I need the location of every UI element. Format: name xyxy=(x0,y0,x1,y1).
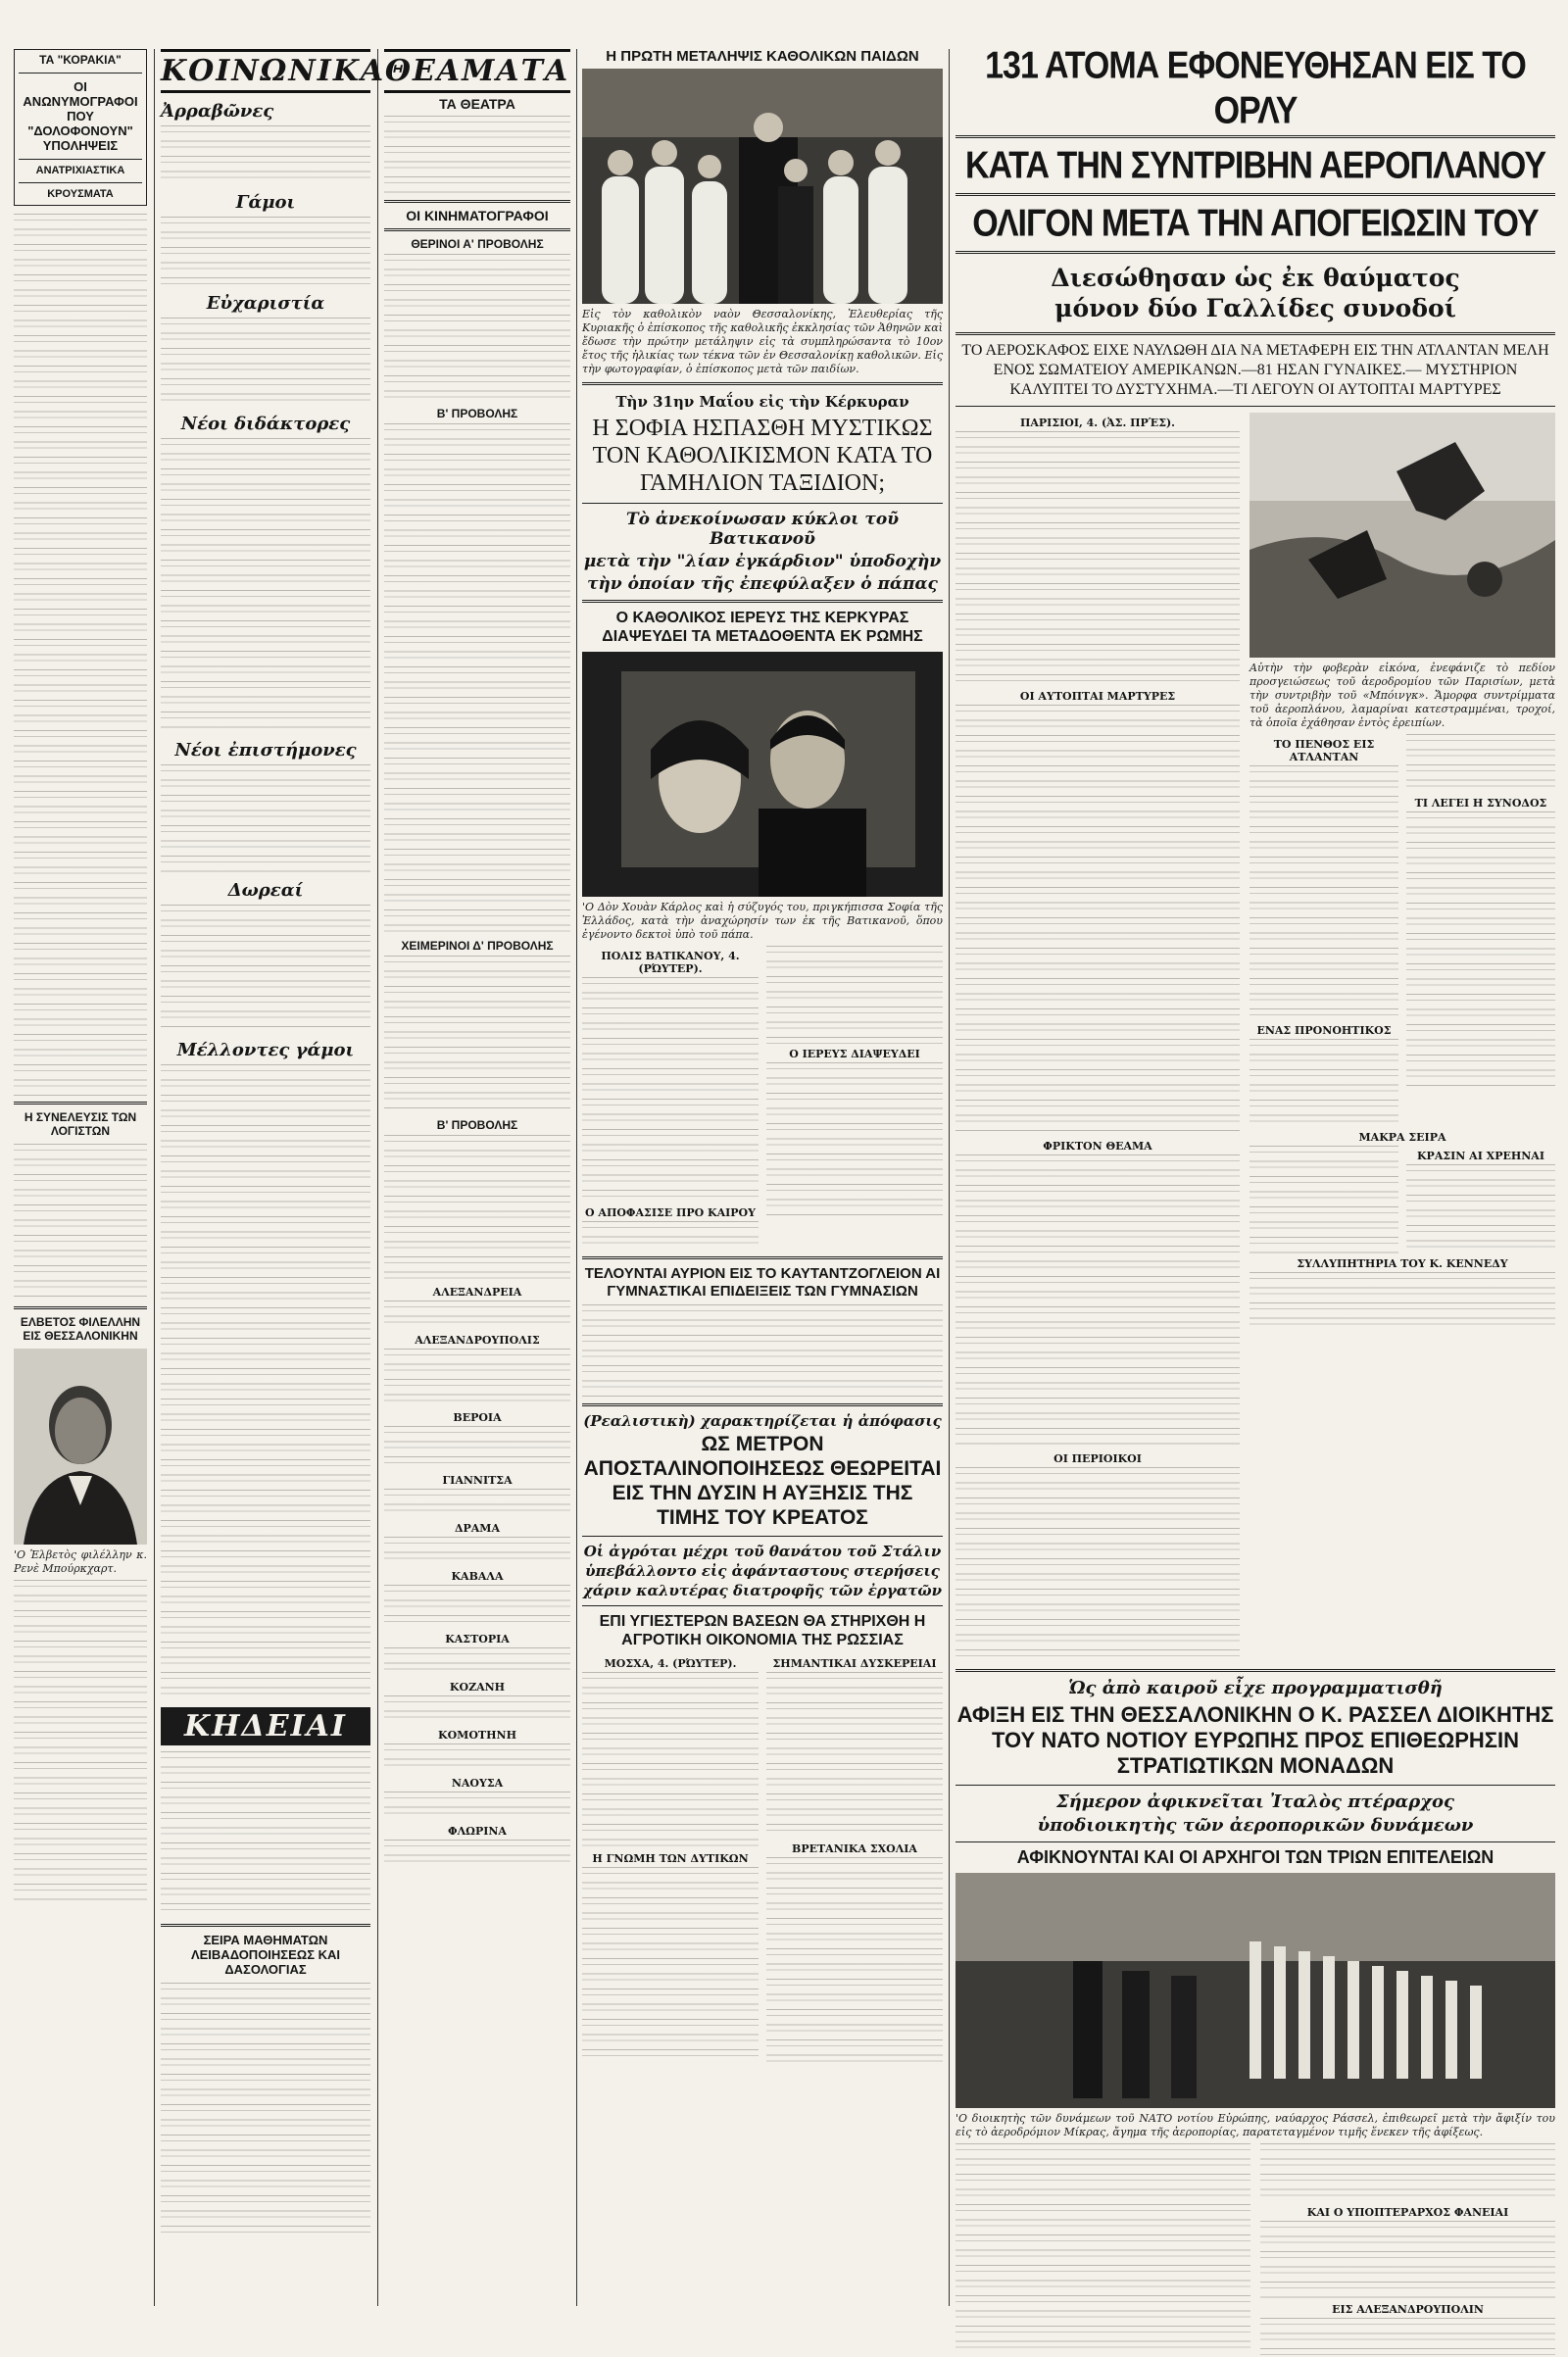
synelefsis-headline: Η ΣΥΝΕΛΕΥΣΙΣ ΤΩΝ ΛΟΓΙΣΤΩΝ xyxy=(24,1109,137,1138)
nato-illustration xyxy=(956,1873,1555,2108)
makra-heading: ΜΑΚΡΑ ΣΕΙΡΑ xyxy=(1358,1131,1446,1144)
city-listing xyxy=(384,1489,570,1518)
section-body-text xyxy=(161,1064,370,1701)
couple-illustration xyxy=(582,652,943,897)
krasin-heading: ΚΡΑΣΙΝ ΑΙ ΧΡΕΗΝΑΙ xyxy=(1416,1150,1544,1162)
section-nei-epistimones: Νέοι ἐπιστήμονες xyxy=(174,740,357,761)
d-provolis-heading: ΧΕΙΜΕΡΙΝΟΙ Δ' ΠΡΟΒΟΛΗΣ xyxy=(401,939,554,954)
vretanika-body-text xyxy=(766,1857,943,2063)
vatican-article xyxy=(582,946,943,1251)
ypodioikitis-subheadline: ὑποδιοικητὴς τῶν ἀεροπορικῶν δυνάμεων xyxy=(1037,1815,1474,1836)
perioikoi-heading: ΟΙ ΠΕΡΙΟΙΚΟΙ xyxy=(1054,1452,1142,1465)
column-rule xyxy=(576,49,577,2306)
elvetos-caption: 'Ο Ἑλβετὸς φιλέλλην κ. Ρενὲ Μπούρκχαρτ. xyxy=(14,1547,147,1575)
column-rule xyxy=(949,49,950,2306)
apofasise-body-text xyxy=(582,1221,759,1251)
city-listing xyxy=(384,1585,570,1629)
simantikai-body-text xyxy=(766,1672,943,1839)
frikton-heading: ΦΡΙΚΤΟΝ ΘΕΑΜΑ xyxy=(1043,1140,1152,1153)
orly-article xyxy=(956,413,1555,1663)
city-heading: ΚΑΣΤΟΡΙΑ xyxy=(445,1633,510,1646)
makra-body-text xyxy=(1250,1146,1398,1253)
city-listing xyxy=(384,1792,570,1821)
city-listing xyxy=(384,1537,570,1566)
article-body-text xyxy=(14,214,147,1096)
couple-caption: 'Ο Δὸν Χουὰν Κάρλος καὶ ἡ σύζυγός του, πριγκήπισσα Σοφία τῆς Ἑλλάδος, κατὰ τὴν ἀναχώρησίν των ἐκ τῆς Βατικανοῦ, ὅπου ἐγένοντο δεκτοὶ ὑπὸ τοῦ πάπα. xyxy=(582,900,943,941)
nato-body-text xyxy=(956,2143,1250,2349)
first-communion-headline: Η ΠΡΩΤΗ ΜΕΤΑΛΗΨΙΣ ΚΑΘΟΛΙΚΩΝ ΠΑΙΔΩΝ xyxy=(606,48,919,65)
cinema-listing xyxy=(384,423,570,933)
nato-body-text xyxy=(1260,2143,1555,2202)
orly-headline-3: ΟΛΙΓΟΝ ΜΕΤΑ ΤΗΝ ΑΠΟΓΕΙΩΣΙΝ ΤΟΥ xyxy=(972,202,1539,245)
section-body-text xyxy=(161,905,370,1032)
section-efcharistia: Εὐχαριστία xyxy=(206,293,325,314)
korakia-box xyxy=(14,49,147,206)
city-heading: ΚΟΜΟΤΗΝΗ xyxy=(438,1729,516,1743)
sofia-headline: Η ΣΟΦΙΑ ΗΣΠΑΣΘΗ ΜΥΣΤΙΚΩΣ ΤΟΝ ΚΑΘΟΛΙΚΙΣΜΟΝ ΚΑΤΑ ΤΟ ΓΑΜΗΛΙΟΝ ΤΑΞΙΔΙΟΝ; xyxy=(592,415,933,496)
column-rule xyxy=(154,49,155,2306)
apofasise-heading: Ο ΑΠΟΦΑΣΙΣΕ ΠΡΟ ΚΑΙΡΟΥ xyxy=(585,1205,756,1219)
ypopterarchos-heading: ΚΑΙ Ο ΥΠΟΠΤΕΡΑΡΧΟΣ ΦΑΝΕΙΑΙ xyxy=(1306,2205,1509,2219)
moscha-article xyxy=(582,1653,943,2063)
city-heading: ΚΑΒΑΛΑ xyxy=(451,1570,504,1584)
seira-body-text xyxy=(161,1983,370,2237)
ti-legei-heading: ΤΙ ΛΕΓΕΙ Η ΣΥΝΟΔΟΣ xyxy=(1414,797,1547,810)
communion-illustration xyxy=(582,69,943,304)
kenedy-body-text xyxy=(1250,1272,1555,1331)
krousmata-heading: ΚΡΟΥΣΜΑΤΑ xyxy=(47,188,114,201)
section-body-text xyxy=(161,438,370,732)
crash-photo xyxy=(1250,413,1555,658)
anonymographoi-headline: ΟΙ ΑΝΩΝΥΜΟΓΡΑΦΟΙ ΠΟΥ "ΔΟΛΟΦΟΝΟΥΝ" ΥΠΟΛΗΨΕΙΣ xyxy=(23,78,138,153)
iereus-heading: Ο ΙΕΡΕΥΣ ΔΙΑΨΕΥΔΕΙ xyxy=(789,1047,920,1060)
penthos-body-text xyxy=(1406,734,1555,793)
section-nei-didaktores: Νέοι διδάκτορες xyxy=(180,414,351,434)
city-heading: ΝΑΟΥΣΑ xyxy=(451,1777,504,1791)
b-provolis-heading: Β' ΠΡΟΒΟΛΗΣ xyxy=(436,407,518,421)
orly-subheadline-1: Διεσώθησαν ὡς ἐκ θαύματος xyxy=(1051,264,1460,292)
agrotai-subheadline-2: ὑπεβάλλοντο εἰς ἀφάνταστους στερήσεις xyxy=(585,1561,940,1580)
cinema-listing xyxy=(384,1135,570,1282)
orly-body-text xyxy=(956,431,1240,686)
ypopterarchos-body-text xyxy=(1260,2221,1555,2299)
gnomi-heading: Η ΓΝΩΜΗ ΤΩΝ ΔΥΤΙΚΩΝ xyxy=(592,1851,749,1865)
kenedy-heading: ΣΥΛΛΥΠΗΤΗΡΙΑ ΤΟΥ Κ. ΚΕΝΝΕΔΥ xyxy=(1297,1257,1508,1270)
portrait-illustration xyxy=(14,1349,147,1545)
krasin-body-text xyxy=(1406,1164,1555,1252)
nato-caption: 'Ο διοικητὴς τῶν δυνάμεων τοῦ ΝΑΤΟ νοτίου Εὐρώπης, ναύαρχος Ράσσελ, ἐπιθεωρεῖ μετὰ τὴν ἄφιξίν του εἰς τὸ ἀεροδρόμιον Μίκρας, ἄγημα τῆς ἀεροπορίας, παρατεταγμένον τιμῆς ἕνεκεν τῆς ἀφίξεως. xyxy=(956,2111,1555,2138)
crash-illustration xyxy=(1250,413,1555,658)
crash-caption: Αὐτὴν τὴν φοβερὰν εἰκόνα, ἐνεφάνιζε τὸ πεδίον προσγειώσεως τοῦ ἀεροδρομίου τῶν Παρισίων, μετὰ τὴν συντριβὴν τοῦ «Μπόινγκ». Ἄμορφα συντρίμματα τοῦ ἀεροπλάνου, λαμαρίναι κατεστραμμέναι, τροχοί, τὰ ὁποῖα ἐχάθησαν ἐντὸς ἐρειπίων. xyxy=(1250,662,1555,729)
apostalinopoiiseos-headline: ΩΣ ΜΕΤΡΟΝ ΑΠΟΣΤΑΛΙΝΟΠΟΙΗΣΕΩΣ ΘΕΩΡΕΙΤΑΙ ΕΙΣ ΤΗΝ ΔΥΣΙΝ Η ΑΥΞΗΣΙΣ ΤΗΣ ΤΙΜΗΣ ΤΟΥ ΚΡΕΑΤΟΣ xyxy=(583,1432,942,1529)
column-rule xyxy=(377,49,378,2306)
seira-mathimaton-headline: ΣΕΙΡΑ ΜΑΘΗΜΑΤΩΝ ΛΕΙΒΑΔΟΠΟΙΗΣΕΩΣ ΚΑΙ ΔΑΣΟΛΟΓΙΑΣ xyxy=(190,1933,341,1977)
city-listing xyxy=(384,1301,570,1330)
penthos-heading: ΤΟ ΠΕΝΘΟΣ ΕΙΣ ΑΤΛΑΝΤΑΝ xyxy=(1273,738,1375,763)
agrotai-subheadline-3: χάριν καλυτέρας διατροφῆς τῶν ἐργατῶν xyxy=(582,1581,943,1599)
vaseon-headline: ΕΠΙ ΥΓΙΕΣΤΕΡΩΝ ΒΑΣΕΩΝ ΘΑ ΣΤΗΡΙΧΘΗ Η ΑΓΡΟΤΙΚΗ ΟΙΚΟΝΟΜΙΑ ΤΗΣ ΡΩΣΣΙΑΣ xyxy=(599,1612,926,1648)
kaftantzogleion-body-text xyxy=(582,1304,943,1398)
vretanika-heading: ΒΡΕΤΑΝΙΚΑ ΣΧΟΛΙΑ xyxy=(792,1841,917,1855)
couple-photo xyxy=(582,652,943,897)
nato-article xyxy=(956,2143,1555,2357)
kedeiai-title: ΚΗΔΕΙΑΙ xyxy=(161,1707,370,1745)
moscha-body-text xyxy=(582,1672,759,1848)
left-column xyxy=(14,49,147,2306)
b-provolis-heading-2: Β' ΠΡΟΒΟΛΗΣ xyxy=(436,1118,518,1133)
city-listing xyxy=(384,1426,570,1470)
kedeiai-body-text xyxy=(161,1751,370,1918)
orly-subheadline-2: μόνον δύο Γαλλίδες συνοδοί xyxy=(1054,294,1456,322)
orly-headline-2: ΚΑΤΑ ΤΗΝ ΣΥΝΤΡΙΒΗΝ ΑΕΡΟΠΛΑΝΟΥ xyxy=(964,144,1546,187)
kaftantzogleion-headline: ΤΕΛΟΥΝΤΑΙ ΑΥΡΙΟΝ ΕΙΣ ΤΟ ΚΑΥΤΑΝΤΖΟΓΛΕΙΟΝ ΑΙ ΓΥΜΝΑΣΤΙΚΑΙ ΕΠΙΔΕΙΞΕΙΣ ΤΩΝ ΓΥΜΝΑΣΙΩΝ xyxy=(584,1264,941,1300)
simeron-subheadline: Σήμερον ἀφικνεῖται Ἰταλὸς πτέραρχος xyxy=(1055,1792,1455,1812)
section-body-text xyxy=(161,217,370,285)
ta-theatra-heading: ΤΑ ΘΕΑΤΡΑ xyxy=(439,96,515,112)
gnomi-body-text xyxy=(582,1867,759,2063)
city-heading: ΔΡΑΜΑ xyxy=(454,1522,501,1536)
frikton-body-text xyxy=(956,1154,1240,1449)
city-heading: ΒΕΡΟΙΑ xyxy=(453,1411,502,1425)
vatican-body-text xyxy=(766,946,943,1044)
elvetos-portrait-photo xyxy=(14,1349,147,1545)
alexandroupolis-body-text xyxy=(1260,2318,1555,2357)
city-listing xyxy=(384,1840,570,1869)
section-mellontes-gamoi: Μέλλοντες γάμοι xyxy=(176,1040,355,1060)
simantikai-heading: ΣΗΜΑΝΤΙΚΑΙ ΔΥΣΚΕΡΕΙΑΙ xyxy=(772,1656,937,1670)
a-provolis-heading: ΘΕΡΙΝΟΙ Α' ΠΡΟΒΟΛΗΣ xyxy=(411,237,544,252)
city-heading: ΑΛΕΞΑΝΔΡΕΙΑ xyxy=(432,1286,522,1300)
theamata-title: ΘΕΑΜΑΤΑ xyxy=(384,49,570,93)
section-gamoi: Γάμοι xyxy=(235,192,296,213)
section-arravones: Ἀρραβῶνες xyxy=(161,101,274,122)
cinema-listing xyxy=(384,956,570,1112)
dateline: ΠΑΡΙΣΙΟΙ, 4. (ἈΣ. ΠΡΈΣ). xyxy=(1019,417,1176,429)
city-heading: ΦΛΩΡΙΝΑ xyxy=(448,1825,507,1839)
communion-photo xyxy=(582,69,943,304)
section-body-text xyxy=(161,318,370,406)
nato-photo xyxy=(956,1873,1555,2108)
kinimatografoi-heading: ΟΙ ΚΙΝΗΜΑΤΟΓΡΑΦΟΙ xyxy=(406,207,549,223)
orly-headline-1: 131 ΑΤΟΜΑ ΕΦΟΝΕΥΘΗΣΑΝ ΕΙΣ ΤΟ ΟΡΛΥ xyxy=(985,44,1526,132)
city-listing xyxy=(384,1743,570,1773)
korakia-title: ΤΑ "ΚΟΡΑΚΙΑ" xyxy=(39,53,122,67)
archigoi-headline: ΑΦΙΚΝΟΥΝΤΑΙ ΚΑΙ ΟΙ ΑΡΧΗΓΟΙ ΤΩΝ ΤΡΙΩΝ ΕΠΙΤΕΛΕΙΩΝ xyxy=(1016,1847,1494,1867)
city-listing xyxy=(384,1647,570,1677)
elvetos-body-text xyxy=(14,1580,147,1903)
theatra-listing xyxy=(384,116,570,194)
avtoptai-heading: ΟΙ ΑΥΤΟΠΤΑΙ ΜΑΡΤΥΡΕΣ xyxy=(1019,690,1176,703)
may31-kicker: Τὴν 31ην Μαΐου εἰς τὴν Κέρκυραν xyxy=(615,392,909,411)
city-listing xyxy=(384,1695,570,1725)
section-body-text xyxy=(161,125,370,184)
orly-deck: ΤΟ ΑΕΡΟΣΚΑΦΟΣ ΕΙΧΕ ΝΑΥΛΩΘΗ ΔΙΑ ΝΑ ΜΕΤΑΦΕΡΗ ΕΙΣ ΤΗΝ ΑΤΛΑΝΤΑΝ ΜΕΛΗ ΕΝΟΣ ΣΩΜΑΤΕΙΟΥ ΑΜΕΡΙΚΑΝΩΝ.—81 ΗΣΑΝ ΓΥΝΑΙΚΕΣ.— ΜΥΣΤΗΡΙΟΝ ΚΑΛΥΠΤΕΙ ΤΟ ΔΥΣΤΥΧΗΜΑ.—ΤΙ ΛΕΓΟΥΝ ΟΙ ΑΥΤΟΠΤΑΙ ΜΑΡΤΥΡΕΣ xyxy=(961,342,1549,398)
perioikoi-body-text xyxy=(956,1467,1240,1663)
avtoptai-body-text xyxy=(956,705,1240,1136)
city-heading: ΓΙΑΝΝΙΤΣΑ xyxy=(442,1474,513,1488)
vatican-subheadline-3: τὴν ὁποίαν τῆς ἐπεφύλαξεν ὁ πάπας xyxy=(587,573,938,594)
section-doreai: Δωρεαί xyxy=(227,880,304,901)
agrotai-subheadline-1: Οἱ ἀγρόται μέχρι τοῦ θανάτου τοῦ Στάλιν xyxy=(583,1542,942,1560)
communion-caption: Εἰς τὸν καθολικὸν ναὸν Θεσσαλονίκης, Ἐλευθερίας τῆς Κυριακῆς ὁ ἐπίσκοπος τῆς καθολικῆς ἐκκλησίας τῶν Ἀθηνῶν καὶ ἔδωσε τὴν πρώτην μετάληψιν εἰς τὰ συμπληρώσαντα τὸ 10ον ἔτος τῆς ἡλικίας των τέκνα τῶν ἐν Θεσσαλονίκῃ καθολικῶν. Εἰς τὴν φωτογραφίαν, ὁ ἐπίσκοπος μετὰ τῶν παιδίων. xyxy=(582,307,943,375)
anatrixiastika-heading: ΑΝΑΤΡΙΧΙΑΣΤΙΚΑ xyxy=(35,164,125,176)
realistic-kicker: (Ρεαλιστικὴ) χαρακτηρίζεται ἡ ἀπόφασις xyxy=(583,1411,942,1430)
alexandroupolis-heading: ΕΙΣ ΑΛΕΞΑΝΔΡΟΥΠΟΛΙΝ xyxy=(1332,2302,1484,2316)
iereus-body-text xyxy=(766,1062,943,1219)
penthos-body-text xyxy=(1250,765,1398,1020)
pronoitikos-heading: ΕΝΑΣ ΠΡΟΝΟΗΤΙΚΟΣ xyxy=(1256,1024,1392,1037)
right-column xyxy=(956,44,1555,2316)
dateline: ΜΟΣΧΑ, 4. (ΡΏΥΤΕΡ). xyxy=(604,1656,737,1670)
pronoitikos-body-text xyxy=(1250,1039,1398,1127)
vatican-subheadline-2: μετὰ τὴν "λίαν ἐγκάρδιον" ὑποδοχὴν xyxy=(583,551,942,571)
ti-legei-body-text xyxy=(1406,811,1555,1086)
theamata-column xyxy=(384,49,570,2306)
section-body-text xyxy=(161,764,370,872)
city-heading: ΚΟΖΑΝΗ xyxy=(449,1681,506,1694)
elvetos-headline: ΕΛΒΕΤΟΣ ΦΙΛΕΛΛΗΝ ΕΙΣ ΘΕΣΣΑΛΟΝΙΚΗΝ xyxy=(20,1314,141,1343)
vatican-subheadline-1: Τὸ ἀνεκοίνωσαν κύκλοι τοῦ Βατικανοῦ xyxy=(626,509,899,549)
koinonika-title: ΚΟΙΝΩΝΙΚΑ xyxy=(161,49,370,93)
dateline: ΠΟΛΙΣ ΒΑΤΙΚΑΝΟΥ, 4. (ΡΏΥΤΕΡ). xyxy=(601,949,740,975)
koinonika-column xyxy=(161,49,386,2306)
middle-column xyxy=(582,49,943,2306)
synelefsis-body-text xyxy=(14,1144,147,1301)
cinema-listing xyxy=(384,254,570,401)
programmatisthe-kicker: Ὡς ἀπὸ καιροῦ εἶχε προγραμματισθῆ xyxy=(1068,1678,1443,1698)
city-listing xyxy=(384,1349,570,1407)
city-heading: ΑΛΕΞΑΝΔΡΟΥΠΟΛΙΣ xyxy=(415,1334,540,1348)
priest-headline: Ο ΚΑΘΟΛΙΚΟΣ ΙΕΡΕΥΣ ΤΗΣ ΚΕΡΚΥΡΑΣ ΔΙΑΨΕΥΔΕΙ ΤΑ ΜΕΤΑΔΟΘΕΝΤΑ ΕΚ ΡΩΜΗΣ xyxy=(602,609,923,645)
rassel-headline: ΑΦΙΞΗ ΕΙΣ ΤΗΝ ΘΕΣΣΑΛΟΝΙΚΗΝ Ο Κ. ΡΑΣΣΕΛ ΔΙΟΙΚΗΤΗΣ ΤΟΥ ΝΑΤΟ ΝΟΤΙΟΥ ΕΥΡΩΠΗΣ ΠΡΟΣ ΕΠΙΘΕΩΡΗΣΙΝ ΣΤΡΑΤΙΩΤΙΚΩΝ ΜΟΝΑΔΩΝ xyxy=(956,1702,1554,1778)
vatican-body-text xyxy=(582,977,759,1203)
crash-subcolumns xyxy=(1250,734,1555,1127)
